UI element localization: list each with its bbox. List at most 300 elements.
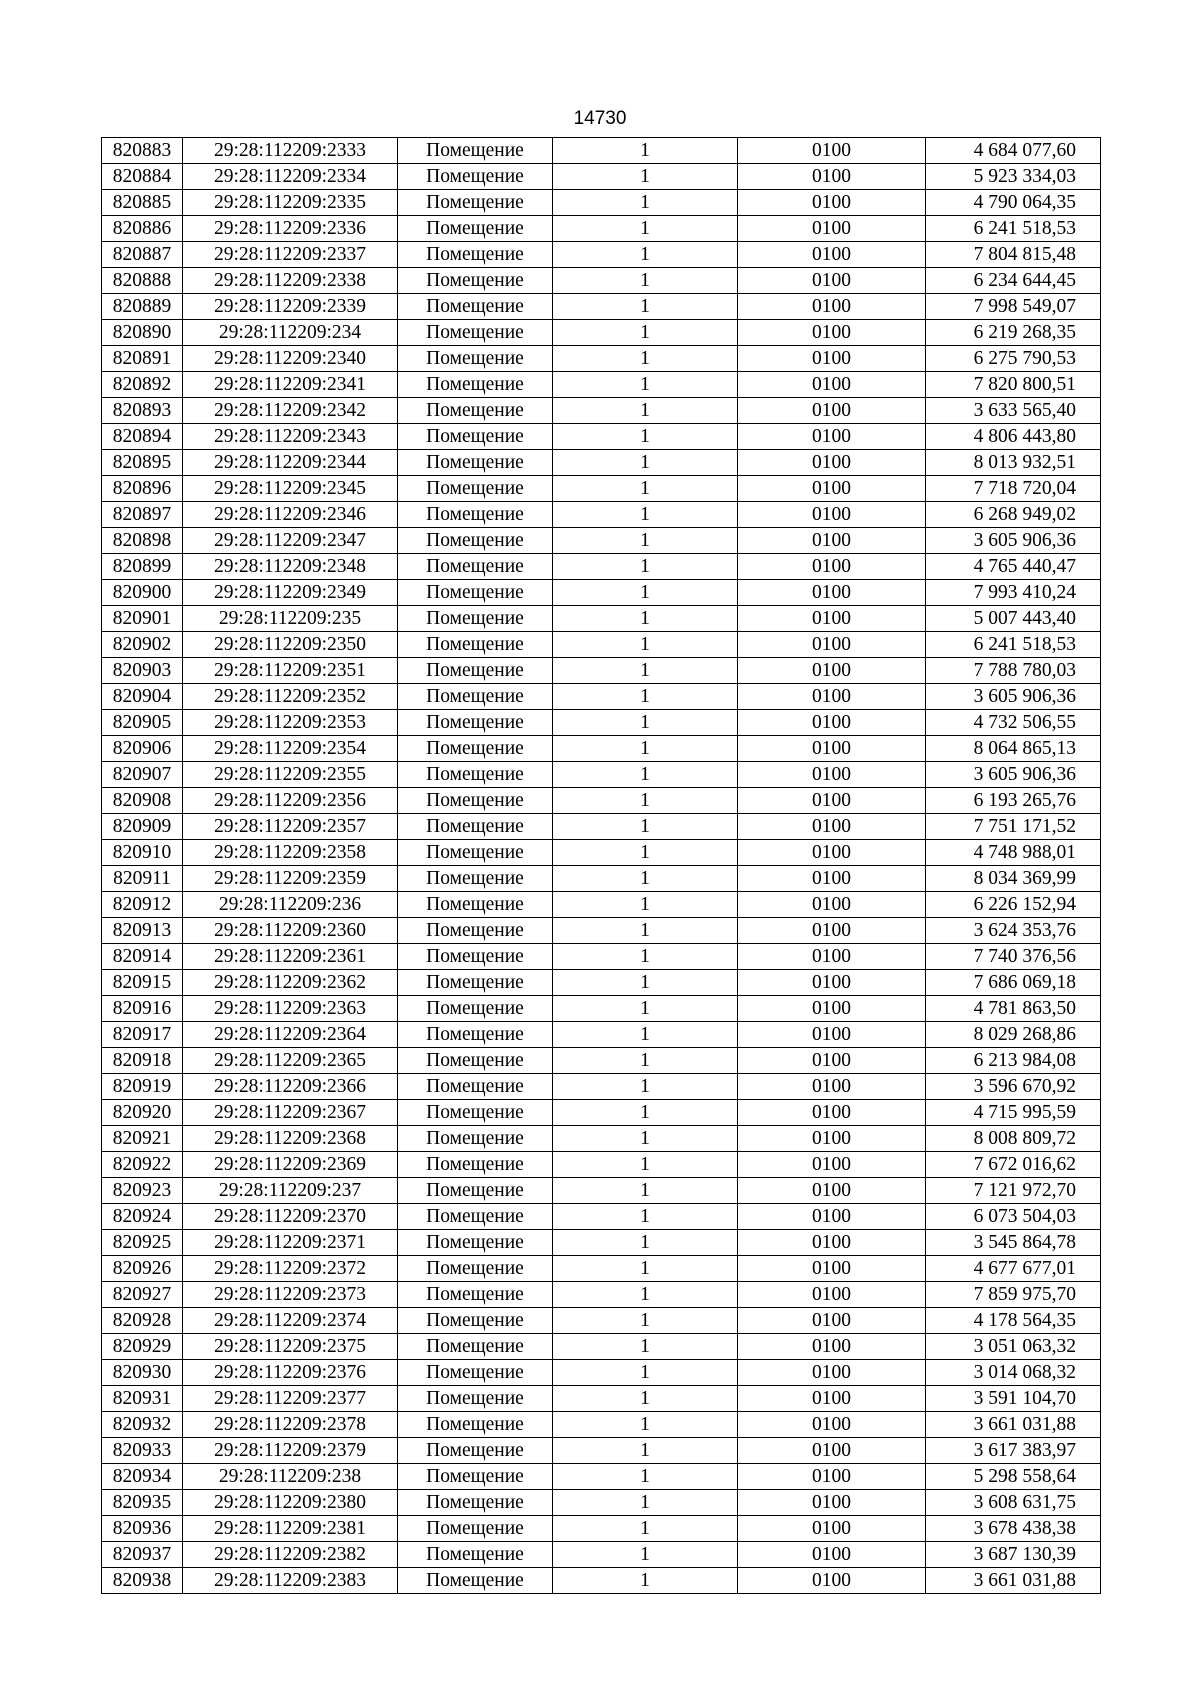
cadastral-number-cell: 29:28:112209:2356: [183, 788, 398, 814]
value-cell: 8 008 809,72: [926, 1126, 1101, 1152]
table-row: [102, 970, 1101, 996]
object-type-cell: Помещение: [398, 1334, 553, 1360]
row-id-cell: 820889: [102, 294, 183, 320]
cadastral-number-cell: 29:28:112209:2369: [183, 1152, 398, 1178]
count-cell: 1: [553, 372, 738, 398]
object-type-cell: Помещение: [398, 606, 553, 632]
table-row: [102, 1126, 1101, 1152]
cadastral-number-cell: 29:28:112209:2373: [183, 1282, 398, 1308]
row-id-cell: 820902: [102, 632, 183, 658]
object-type-cell: Помещение: [398, 554, 553, 580]
table-row: [102, 294, 1101, 320]
table-row: [102, 1438, 1101, 1464]
object-type-cell: Помещение: [398, 1568, 553, 1594]
value-cell: 8 064 865,13: [926, 736, 1101, 762]
value-cell: 7 820 800,51: [926, 372, 1101, 398]
table-row: [102, 1308, 1101, 1334]
object-type-cell: Помещение: [398, 138, 553, 164]
count-cell: 1: [553, 424, 738, 450]
row-id-cell: 820897: [102, 502, 183, 528]
table-row: [102, 1230, 1101, 1256]
code-cell: 0100: [738, 1048, 926, 1074]
count-cell: 1: [553, 398, 738, 424]
count-cell: 1: [553, 1022, 738, 1048]
object-type-cell: Помещение: [398, 1490, 553, 1516]
count-cell: 1: [553, 892, 738, 918]
value-cell: 3 014 068,32: [926, 1360, 1101, 1386]
code-cell: 0100: [738, 372, 926, 398]
row-id-cell: 820901: [102, 606, 183, 632]
row-id-cell: 820924: [102, 1204, 183, 1230]
object-type-cell: Помещение: [398, 658, 553, 684]
code-cell: 0100: [738, 944, 926, 970]
count-cell: 1: [553, 1334, 738, 1360]
table-row: [102, 216, 1101, 242]
cadastral-number-cell: 29:28:112209:2371: [183, 1230, 398, 1256]
object-type-cell: Помещение: [398, 684, 553, 710]
object-type-cell: Помещение: [398, 814, 553, 840]
object-type-cell: Помещение: [398, 996, 553, 1022]
code-cell: 0100: [738, 268, 926, 294]
code-cell: 0100: [738, 658, 926, 684]
object-type-cell: Помещение: [398, 1048, 553, 1074]
row-id-cell: 820917: [102, 1022, 183, 1048]
code-cell: 0100: [738, 1490, 926, 1516]
table-row: [102, 268, 1101, 294]
code-cell: 0100: [738, 450, 926, 476]
object-type-cell: Помещение: [398, 918, 553, 944]
count-cell: 1: [553, 1152, 738, 1178]
object-type-cell: Помещение: [398, 450, 553, 476]
count-cell: 1: [553, 1360, 738, 1386]
code-cell: 0100: [738, 1568, 926, 1594]
value-cell: 7 718 720,04: [926, 476, 1101, 502]
table-row: [102, 658, 1101, 684]
count-cell: 1: [553, 580, 738, 606]
row-id-cell: 820887: [102, 242, 183, 268]
row-id-cell: 820900: [102, 580, 183, 606]
value-cell: 7 686 069,18: [926, 970, 1101, 996]
object-type-cell: Помещение: [398, 788, 553, 814]
count-cell: 1: [553, 528, 738, 554]
count-cell: 1: [553, 632, 738, 658]
code-cell: 0100: [738, 1100, 926, 1126]
object-type-cell: Помещение: [398, 1464, 553, 1490]
table-row: [102, 554, 1101, 580]
count-cell: 1: [553, 138, 738, 164]
count-cell: 1: [553, 1464, 738, 1490]
cadastral-number-cell: 29:28:112209:2341: [183, 372, 398, 398]
table-row: [102, 528, 1101, 554]
value-cell: 6 213 984,08: [926, 1048, 1101, 1074]
object-type-cell: Помещение: [398, 294, 553, 320]
count-cell: 1: [553, 1542, 738, 1568]
cadastral-number-cell: 29:28:112209:2355: [183, 762, 398, 788]
code-cell: 0100: [738, 424, 926, 450]
code-cell: 0100: [738, 1360, 926, 1386]
value-cell: 6 234 644,45: [926, 268, 1101, 294]
code-cell: 0100: [738, 814, 926, 840]
cadastral-number-cell: 29:28:112209:2362: [183, 970, 398, 996]
count-cell: 1: [553, 762, 738, 788]
object-type-cell: Помещение: [398, 1100, 553, 1126]
code-cell: 0100: [738, 996, 926, 1022]
count-cell: 1: [553, 788, 738, 814]
row-id-cell: 820886: [102, 216, 183, 242]
code-cell: 0100: [738, 1126, 926, 1152]
value-cell: 3 051 063,32: [926, 1334, 1101, 1360]
row-id-cell: 820898: [102, 528, 183, 554]
row-id-cell: 820935: [102, 1490, 183, 1516]
table-row: [102, 606, 1101, 632]
table-row: [102, 502, 1101, 528]
row-id-cell: 820884: [102, 164, 183, 190]
code-cell: 0100: [738, 710, 926, 736]
count-cell: 1: [553, 1282, 738, 1308]
code-cell: 0100: [738, 528, 926, 554]
cadastral-number-cell: 29:28:112209:2335: [183, 190, 398, 216]
value-cell: 4 765 440,47: [926, 554, 1101, 580]
code-cell: 0100: [738, 1334, 926, 1360]
table-row: [102, 1360, 1101, 1386]
value-cell: 4 781 863,50: [926, 996, 1101, 1022]
object-type-cell: Помещение: [398, 1308, 553, 1334]
table-row: [102, 1256, 1101, 1282]
cadastral-number-cell: 29:28:112209:235: [183, 606, 398, 632]
table-row: [102, 840, 1101, 866]
table-row: [102, 242, 1101, 268]
object-type-cell: Помещение: [398, 944, 553, 970]
code-cell: 0100: [738, 892, 926, 918]
code-cell: 0100: [738, 346, 926, 372]
table-row: [102, 190, 1101, 216]
table-row: [102, 996, 1101, 1022]
code-cell: 0100: [738, 502, 926, 528]
row-id-cell: 820911: [102, 866, 183, 892]
count-cell: 1: [553, 658, 738, 684]
object-type-cell: Помещение: [398, 580, 553, 606]
cadastral-number-cell: 29:28:112209:2378: [183, 1412, 398, 1438]
row-id-cell: 820906: [102, 736, 183, 762]
value-cell: 4 732 506,55: [926, 710, 1101, 736]
count-cell: 1: [553, 1074, 738, 1100]
count-cell: 1: [553, 1100, 738, 1126]
row-id-cell: 820918: [102, 1048, 183, 1074]
cadastral-number-cell: 29:28:112209:2344: [183, 450, 398, 476]
cadastral-number-cell: 29:28:112209:2347: [183, 528, 398, 554]
cadastral-number-cell: 29:28:112209:2338: [183, 268, 398, 294]
code-cell: 0100: [738, 1022, 926, 1048]
object-type-cell: Помещение: [398, 866, 553, 892]
value-cell: 8 034 369,99: [926, 866, 1101, 892]
count-cell: 1: [553, 190, 738, 216]
value-cell: 4 748 988,01: [926, 840, 1101, 866]
row-id-cell: 820919: [102, 1074, 183, 1100]
code-cell: 0100: [738, 736, 926, 762]
row-id-cell: 820934: [102, 1464, 183, 1490]
value-cell: 7 859 975,70: [926, 1282, 1101, 1308]
cadastral-number-cell: 29:28:112209:2337: [183, 242, 398, 268]
value-cell: 7 121 972,70: [926, 1178, 1101, 1204]
count-cell: 1: [553, 164, 738, 190]
value-cell: 3 605 906,36: [926, 762, 1101, 788]
cadastral-number-cell: 29:28:112209:2340: [183, 346, 398, 372]
object-type-cell: Помещение: [398, 1178, 553, 1204]
count-cell: 1: [553, 268, 738, 294]
row-id-cell: 820888: [102, 268, 183, 294]
table-row: [102, 762, 1101, 788]
object-type-cell: Помещение: [398, 528, 553, 554]
value-cell: 5 007 443,40: [926, 606, 1101, 632]
table-row: [102, 944, 1101, 970]
row-id-cell: 820913: [102, 918, 183, 944]
page-number: 14730: [573, 108, 627, 129]
value-cell: 7 740 376,56: [926, 944, 1101, 970]
cadastral-number-cell: 29:28:112209:2366: [183, 1074, 398, 1100]
value-cell: 3 633 565,40: [926, 398, 1101, 424]
value-cell: 7 804 815,48: [926, 242, 1101, 268]
value-cell: 4 715 995,59: [926, 1100, 1101, 1126]
object-type-cell: Помещение: [398, 632, 553, 658]
cadastral-number-cell: 29:28:112209:236: [183, 892, 398, 918]
row-id-cell: 820883: [102, 138, 183, 164]
table-row: [102, 1100, 1101, 1126]
object-type-cell: Помещение: [398, 1152, 553, 1178]
object-type-cell: Помещение: [398, 892, 553, 918]
row-id-cell: 820914: [102, 944, 183, 970]
table-row: [102, 346, 1101, 372]
count-cell: 1: [553, 320, 738, 346]
code-cell: 0100: [738, 554, 926, 580]
code-cell: 0100: [738, 1074, 926, 1100]
code-cell: 0100: [738, 1256, 926, 1282]
cadastral-number-cell: 29:28:112209:2379: [183, 1438, 398, 1464]
code-cell: 0100: [738, 216, 926, 242]
value-cell: 7 751 171,52: [926, 814, 1101, 840]
table-row: [102, 1152, 1101, 1178]
row-id-cell: 820915: [102, 970, 183, 996]
row-id-cell: 820930: [102, 1360, 183, 1386]
value-cell: 6 275 790,53: [926, 346, 1101, 372]
cadastral-number-cell: 29:28:112209:2364: [183, 1022, 398, 1048]
cadastral-number-cell: 29:28:112209:2334: [183, 164, 398, 190]
cadastral-number-cell: 29:28:112209:2346: [183, 502, 398, 528]
object-type-cell: Помещение: [398, 164, 553, 190]
object-type-cell: Помещение: [398, 346, 553, 372]
value-cell: 7 993 410,24: [926, 580, 1101, 606]
table-row: [102, 1048, 1101, 1074]
object-type-cell: Помещение: [398, 1022, 553, 1048]
count-cell: 1: [553, 1230, 738, 1256]
code-cell: 0100: [738, 1438, 926, 1464]
count-cell: 1: [553, 866, 738, 892]
count-cell: 1: [553, 996, 738, 1022]
object-type-cell: Помещение: [398, 1360, 553, 1386]
code-cell: 0100: [738, 684, 926, 710]
table-row: [102, 398, 1101, 424]
cadastral-number-cell: 29:28:112209:2343: [183, 424, 398, 450]
code-cell: 0100: [738, 632, 926, 658]
code-cell: 0100: [738, 138, 926, 164]
object-type-cell: Помещение: [398, 1230, 553, 1256]
value-cell: 6 193 265,76: [926, 788, 1101, 814]
value-cell: 8 029 268,86: [926, 1022, 1101, 1048]
code-cell: 0100: [738, 1204, 926, 1230]
row-id-cell: 820904: [102, 684, 183, 710]
value-cell: 6 226 152,94: [926, 892, 1101, 918]
row-id-cell: 820928: [102, 1308, 183, 1334]
value-cell: 3 661 031,88: [926, 1412, 1101, 1438]
value-cell: 7 998 549,07: [926, 294, 1101, 320]
cadastral-number-cell: 29:28:112209:2376: [183, 1360, 398, 1386]
code-cell: 0100: [738, 606, 926, 632]
code-cell: 0100: [738, 398, 926, 424]
value-cell: 6 073 504,03: [926, 1204, 1101, 1230]
row-id-cell: 820885: [102, 190, 183, 216]
count-cell: 1: [553, 1412, 738, 1438]
code-cell: 0100: [738, 1386, 926, 1412]
row-id-cell: 820933: [102, 1438, 183, 1464]
row-id-cell: 820929: [102, 1334, 183, 1360]
object-type-cell: Помещение: [398, 424, 553, 450]
count-cell: 1: [553, 944, 738, 970]
object-type-cell: Помещение: [398, 476, 553, 502]
row-id-cell: 820892: [102, 372, 183, 398]
value-cell: 3 678 438,38: [926, 1516, 1101, 1542]
row-id-cell: 820925: [102, 1230, 183, 1256]
count-cell: 1: [553, 242, 738, 268]
code-cell: 0100: [738, 918, 926, 944]
count-cell: 1: [553, 1256, 738, 1282]
value-cell: 3 608 631,75: [926, 1490, 1101, 1516]
row-id-cell: 820907: [102, 762, 183, 788]
cadastral-number-cell: 29:28:112209:2383: [183, 1568, 398, 1594]
code-cell: 0100: [738, 1230, 926, 1256]
count-cell: 1: [553, 294, 738, 320]
object-type-cell: Помещение: [398, 502, 553, 528]
row-id-cell: 820903: [102, 658, 183, 684]
count-cell: 1: [553, 918, 738, 944]
table-row: [102, 1568, 1101, 1594]
value-cell: 6 241 518,53: [926, 632, 1101, 658]
cadastral-number-cell: 29:28:112209:2336: [183, 216, 398, 242]
code-cell: 0100: [738, 580, 926, 606]
count-cell: 1: [553, 1490, 738, 1516]
row-id-cell: 820936: [102, 1516, 183, 1542]
object-type-cell: Помещение: [398, 216, 553, 242]
count-cell: 1: [553, 216, 738, 242]
count-cell: 1: [553, 710, 738, 736]
cadastral-number-cell: 29:28:112209:2375: [183, 1334, 398, 1360]
cadastral-number-cell: 29:28:112209:2354: [183, 736, 398, 762]
cadastral-number-cell: 29:28:112209:2380: [183, 1490, 398, 1516]
table-row: [102, 138, 1101, 164]
cadastral-number-cell: 29:28:112209:2349: [183, 580, 398, 606]
cadastral-number-cell: 29:28:112209:2350: [183, 632, 398, 658]
cadastral-number-cell: 29:28:112209:2352: [183, 684, 398, 710]
code-cell: 0100: [738, 1152, 926, 1178]
value-cell: 4 677 677,01: [926, 1256, 1101, 1282]
table-row: [102, 788, 1101, 814]
table-row: [102, 1542, 1101, 1568]
count-cell: 1: [553, 1204, 738, 1230]
value-cell: 3 596 670,92: [926, 1074, 1101, 1100]
cadastral-number-cell: 29:28:112209:2351: [183, 658, 398, 684]
code-cell: 0100: [738, 1412, 926, 1438]
cadastral-number-cell: 29:28:112209:2368: [183, 1126, 398, 1152]
object-type-cell: Помещение: [398, 1126, 553, 1152]
row-id-cell: 820893: [102, 398, 183, 424]
value-cell: 7 672 016,62: [926, 1152, 1101, 1178]
cadastral-number-cell: 29:28:112209:2358: [183, 840, 398, 866]
object-type-cell: Помещение: [398, 840, 553, 866]
cadastral-number-cell: 29:28:112209:2345: [183, 476, 398, 502]
row-id-cell: 820931: [102, 1386, 183, 1412]
table-row: [102, 1022, 1101, 1048]
count-cell: 1: [553, 840, 738, 866]
row-id-cell: 820910: [102, 840, 183, 866]
object-type-cell: Помещение: [398, 1256, 553, 1282]
cadastral-number-cell: 29:28:112209:2374: [183, 1308, 398, 1334]
cadastral-number-cell: 29:28:112209:2348: [183, 554, 398, 580]
cadastral-number-cell: 29:28:112209:2353: [183, 710, 398, 736]
value-cell: 4 684 077,60: [926, 138, 1101, 164]
row-id-cell: 820927: [102, 1282, 183, 1308]
table-row: [102, 918, 1101, 944]
object-type-cell: Помещение: [398, 1542, 553, 1568]
code-cell: 0100: [738, 762, 926, 788]
code-cell: 0100: [738, 1464, 926, 1490]
code-cell: 0100: [738, 840, 926, 866]
count-cell: 1: [553, 814, 738, 840]
row-id-cell: 820920: [102, 1100, 183, 1126]
count-cell: 1: [553, 684, 738, 710]
table-row: [102, 1464, 1101, 1490]
value-cell: 3 605 906,36: [926, 528, 1101, 554]
table-row: [102, 814, 1101, 840]
row-id-cell: 820932: [102, 1412, 183, 1438]
count-cell: 1: [553, 1438, 738, 1464]
table-row: [102, 1386, 1101, 1412]
cadastral-number-cell: 29:28:112209:2382: [183, 1542, 398, 1568]
value-cell: 5 923 334,03: [926, 164, 1101, 190]
table-row: [102, 684, 1101, 710]
row-id-cell: 820922: [102, 1152, 183, 1178]
cadastral-number-cell: 29:28:112209:2365: [183, 1048, 398, 1074]
value-cell: 3 687 130,39: [926, 1542, 1101, 1568]
table-row: [102, 1490, 1101, 1516]
value-cell: 4 806 443,80: [926, 424, 1101, 450]
cadastral-number-cell: 29:28:112209:238: [183, 1464, 398, 1490]
table-row: [102, 1204, 1101, 1230]
cadastral-number-cell: 29:28:112209:237: [183, 1178, 398, 1204]
row-id-cell: 820926: [102, 1256, 183, 1282]
value-cell: 8 013 932,51: [926, 450, 1101, 476]
value-cell: 3 624 353,76: [926, 918, 1101, 944]
row-id-cell: 820938: [102, 1568, 183, 1594]
cadastral-number-cell: 29:28:112209:2361: [183, 944, 398, 970]
count-cell: 1: [553, 1308, 738, 1334]
object-type-cell: Помещение: [398, 372, 553, 398]
code-cell: 0100: [738, 190, 926, 216]
object-type-cell: Помещение: [398, 268, 553, 294]
value-cell: 6 219 268,35: [926, 320, 1101, 346]
row-id-cell: 820923: [102, 1178, 183, 1204]
object-type-cell: Помещение: [398, 1412, 553, 1438]
row-id-cell: 820899: [102, 554, 183, 580]
object-type-cell: Помещение: [398, 1074, 553, 1100]
count-cell: 1: [553, 1516, 738, 1542]
